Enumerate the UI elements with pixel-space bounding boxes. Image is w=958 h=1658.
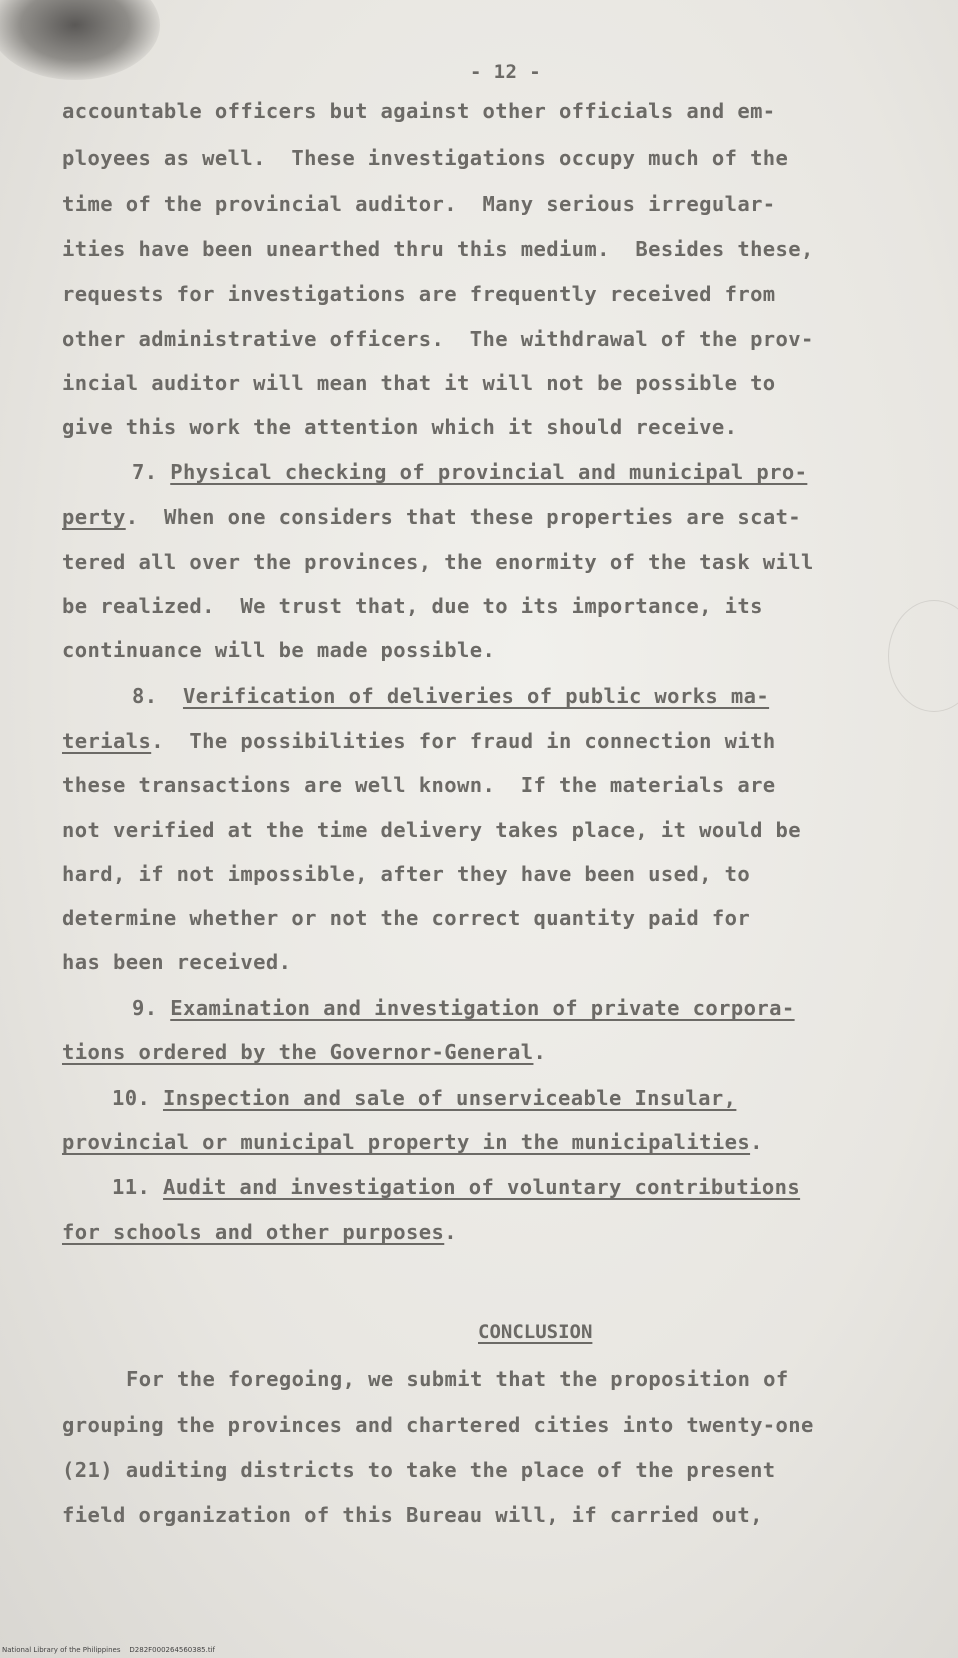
item-7-title-cont: perty (62, 505, 126, 529)
text-line: accountable officers but against other officials and em- (62, 99, 776, 123)
text-line: ployees as well. These investigations occupy much of the (62, 146, 789, 170)
text-line: time of the provincial auditor. Many serious irregular- (62, 192, 776, 216)
item-9-number: 9. (132, 996, 158, 1020)
item-11-title: Audit and investigation of voluntary contributions (162, 1175, 801, 1199)
item-11-period: . (444, 1220, 458, 1244)
item-8-title-cont: terials (62, 729, 152, 753)
item-10-number: 10. (112, 1086, 151, 1110)
text-line: continuance will be made possible. (62, 638, 496, 662)
page-number: - 12 - (470, 61, 542, 83)
text-line: field organization of this Bureau will, if carried out, (62, 1503, 763, 1527)
text-line: other administrative officers. The withdrawal of the prov- (62, 327, 814, 351)
text-line: tered all over the provinces, the enormity of the task will (62, 550, 814, 574)
text-line: (21) auditing districts to take the place of the present (62, 1458, 776, 1482)
text-line: determine whether or not the correct quantity paid for (62, 906, 751, 930)
text-line: these transactions are well known. If the materials are (62, 773, 776, 797)
text-line: For the foregoing, we submit that the proposition of (126, 1367, 789, 1391)
item-8-first-line (132, 684, 769, 708)
item-10-title: Inspection and sale of unserviceable Insular, (162, 1086, 737, 1110)
item-9-title-cont: tions ordered by the Governor-General (62, 1040, 534, 1064)
text-line: ities have been unearthed thru this medium. Besides these, (62, 237, 814, 261)
item-10-period: . (750, 1130, 763, 1154)
item-7-first-line (132, 460, 807, 484)
item-8-text: . The possibilities for fraud in connection with (151, 729, 776, 753)
archive-footer: National Library of the Philippines D282F000264560385.tif (2, 1646, 215, 1654)
item-11-second-line (62, 1220, 457, 1244)
text-line: has been received. (62, 950, 292, 974)
binder-hole-mark (888, 600, 958, 712)
conclusion-heading: CONCLUSION (478, 1321, 593, 1343)
item-9-period: . (533, 1040, 547, 1064)
item-9-second-line (62, 1040, 546, 1064)
page-smudge (0, 0, 160, 80)
item-7-text: . When one considers that these properties are scat- (125, 505, 802, 529)
item-9-first-line (132, 996, 795, 1020)
item-11-number: 11. (112, 1175, 151, 1199)
item-11-first-line (112, 1175, 800, 1199)
item-9-title: Examination and investigation of private corpora- (170, 996, 795, 1020)
item-10-title-cont: provincial or municipal property in the municipalities (62, 1130, 751, 1154)
item-11-title-cont: for schools and other purposes (62, 1220, 445, 1244)
item-8-number: 8. (132, 684, 158, 708)
text-line: requests for investigations are frequently received from (62, 282, 776, 306)
item-8-title: Verification of deliveries of public works ma- (182, 684, 770, 708)
item-8-second-line (62, 729, 776, 753)
text-line: grouping the provinces and chartered cities into twenty-one (62, 1413, 814, 1437)
item-7-second-line (62, 505, 801, 529)
item-7-title: Physical checking of provincial and municipal pro- (170, 460, 808, 484)
item-10-first-line (112, 1086, 736, 1110)
text-line: hard, if not impossible, after they have been used, to (62, 862, 751, 886)
item-10-second-line (62, 1130, 763, 1154)
text-line: not verified at the time delivery takes place, it would be (62, 818, 802, 842)
text-line: incial auditor will mean that it will not be possible to (62, 371, 776, 395)
text-line: be realized. We trust that, due to its importance, its (62, 594, 763, 618)
item-7-number: 7. (132, 460, 158, 484)
text-line: give this work the attention which it should receive. (62, 415, 738, 439)
